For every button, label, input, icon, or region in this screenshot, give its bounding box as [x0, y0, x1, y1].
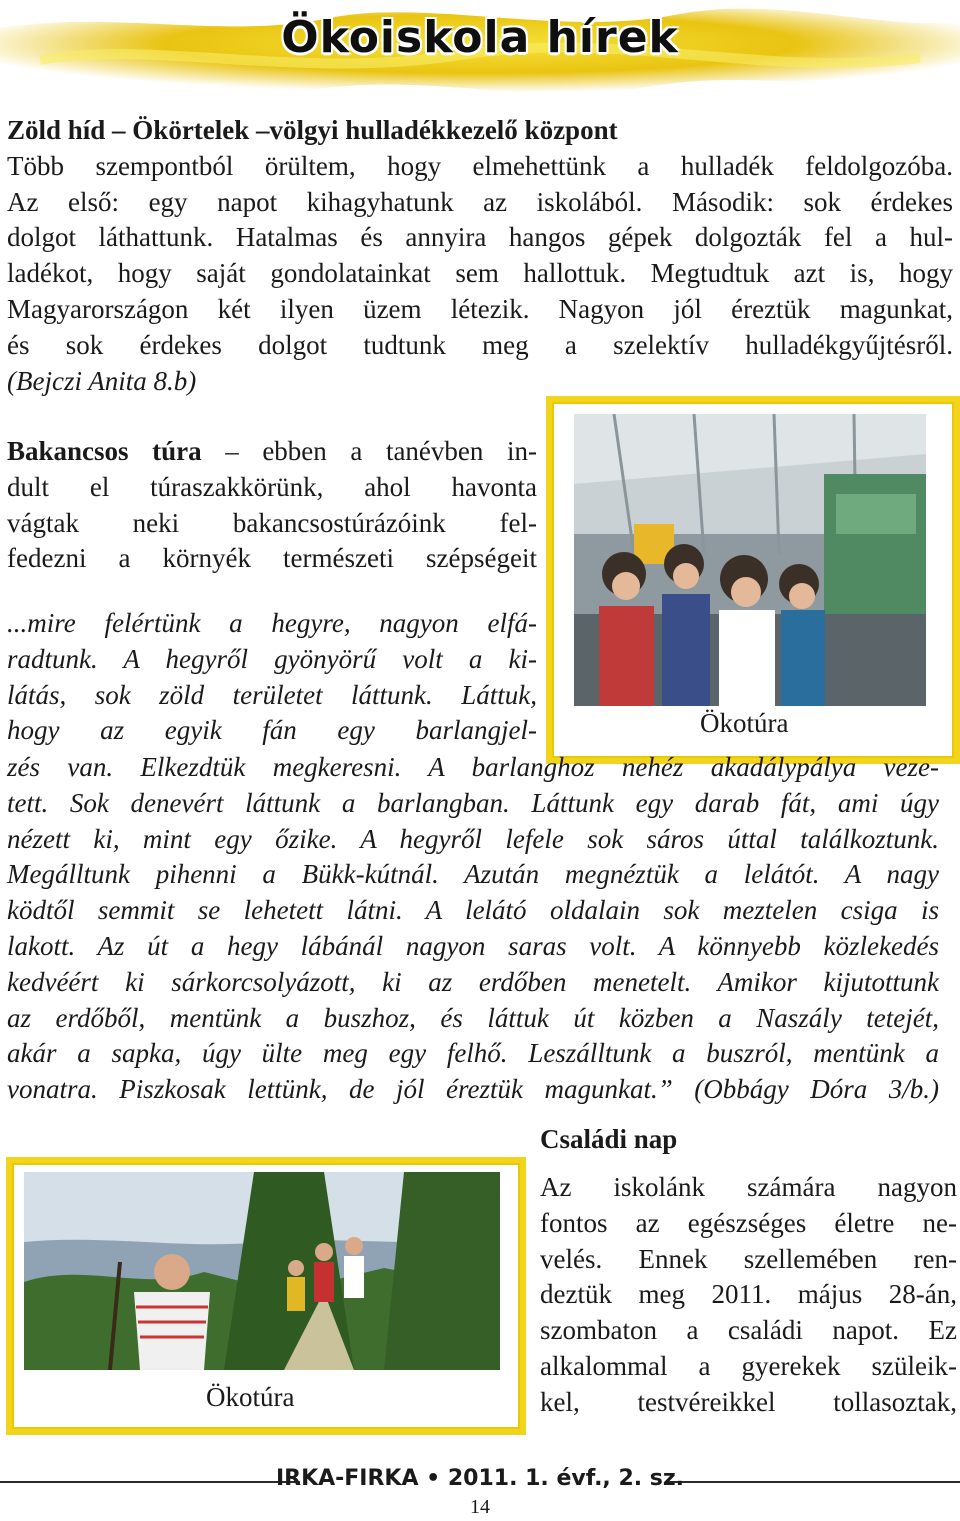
- article-csaladi-nap-body: [540, 1170, 957, 1421]
- article-hulladekkezelo: [7, 113, 953, 399]
- text-line: ladékot, hogy saját gondolatainkat sem hallottuk. Megtudtuk azt is, hogy: [7, 258, 953, 289]
- text-line: fedezni a környék természeti szépségeit: [7, 543, 537, 574]
- text-line: és sok érdekes dolgot tudtunk meg a szelektív hulladékgyűjtésről.: [7, 329, 953, 360]
- text-line: Magyarországon két ilyen üzem létezik. Nagyon jól éreztük magunkat,: [7, 293, 953, 324]
- hike-photo: [24, 1172, 500, 1370]
- text-line: vágtak neki bakancsostúrázóink fel-: [7, 507, 537, 538]
- text-line: Több szempontból örültem, hogy elmehettünk a hulladék feldolgozóba.: [7, 150, 953, 181]
- page-number: 14: [470, 1496, 490, 1518]
- text-line: dolgot láthattunk. Hatalmas és annyira hangos gépek dolgozták fel a hul-: [7, 222, 953, 253]
- heading-dash: –: [201, 436, 263, 466]
- text-line: ...mire felértünk a hegyre, nagyon elfá-: [7, 608, 537, 638]
- text-line: tett. Sok denevért láttunk a barlangban. Láttunk egy darab fát, ami úgy: [7, 787, 939, 818]
- factory-photo: [574, 414, 926, 706]
- text-line: dult el túraszakkörünk, ahol havonta: [7, 471, 537, 502]
- text-line: kedvéért ki sárkorcsolyázott, ki az erdőben menetelt. Amikor kijutottunk: [7, 966, 939, 997]
- text-line: fontos az egészséges életre ne-: [540, 1207, 957, 1238]
- text-line: nézett ki, mint egy őzike. A hegyről lefele sok sáros úttal találkoztunk.: [7, 823, 939, 854]
- text-line: szombaton a családi napot. Ez: [540, 1315, 957, 1346]
- article-csaladi-nap: [540, 1122, 957, 1158]
- publication-title: IRKA-FIRKA • 2011. 1. évf., 2. sz.: [275, 1466, 685, 1491]
- text-line: Megálltunk pihenni a Bükk-kútnál. Azután megnéztük a lelátót. A nagy: [7, 859, 939, 890]
- article-bakancsos-narrow: [7, 606, 537, 749]
- photo-caption: Ökotúra: [700, 708, 789, 738]
- article-author: (Bejczi Anita 8.b): [7, 365, 197, 396]
- article-bakancsos-intro: [7, 434, 537, 577]
- text-line: velés. Ennek szellemében ren-: [540, 1243, 957, 1274]
- text-line: ködtől semmit se lehetett látni. A lelátó oldalain sok meztelen csiga is: [7, 895, 939, 926]
- text-line: látás, sok zöld területet láttunk. Láttuk,: [7, 679, 537, 710]
- text-line: deztük meg 2011. május 28-án,: [540, 1279, 957, 1310]
- text-line: lakott. Az út a hegy lábánál nagyon saras volt. A könnyebb közlekedés: [7, 930, 939, 961]
- text-line: akár a sapka, úgy ülte meg egy felhő. Leszálltunk a buszról, mentünk a: [7, 1038, 939, 1069]
- article-bakancsos-body: [7, 750, 939, 1108]
- text-line: [7, 434, 537, 470]
- text-line: Az első: egy napot kihagyhatunk az iskolából. Második: sok érdekes: [7, 186, 953, 217]
- text-line: radtunk. A hegyről gyönyörű volt a ki-: [7, 643, 537, 674]
- text-line: kel, testvéreikkel tollasoztak,: [540, 1386, 957, 1417]
- text-fragment: ebben a tanévben in-: [262, 436, 537, 466]
- text-line: hogy az egyik fán egy barlangjel-: [7, 715, 537, 746]
- text-line: vonatra. Piszkosak lettünk, de jól éreztük magunkat.” (Obbágy Dóra 3/b.): [7, 1074, 939, 1105]
- text-line: Az iskolánk számára nagyon: [540, 1172, 957, 1202]
- page-title: Ökoiskola hírek: [281, 12, 679, 63]
- photo-caption: Ökotúra: [206, 1382, 295, 1412]
- text-line: zés van. Elkezdtük megkeresni. A barlanghoz nehéz akadálypálya veze-: [7, 752, 939, 782]
- text-line: az erdőből, mentünk a buszhoz, és láttuk út közben a Naszály tetejét,: [7, 1002, 939, 1033]
- article-heading: Bakancsos túra: [7, 436, 202, 466]
- article-heading: Családi nap: [540, 1124, 678, 1154]
- article-heading: Zöld híd – Ökörtelek –völgyi hulladékkezelő központ: [7, 115, 618, 145]
- text-line: alkalommal a gyerekek szüleik-: [540, 1350, 957, 1381]
